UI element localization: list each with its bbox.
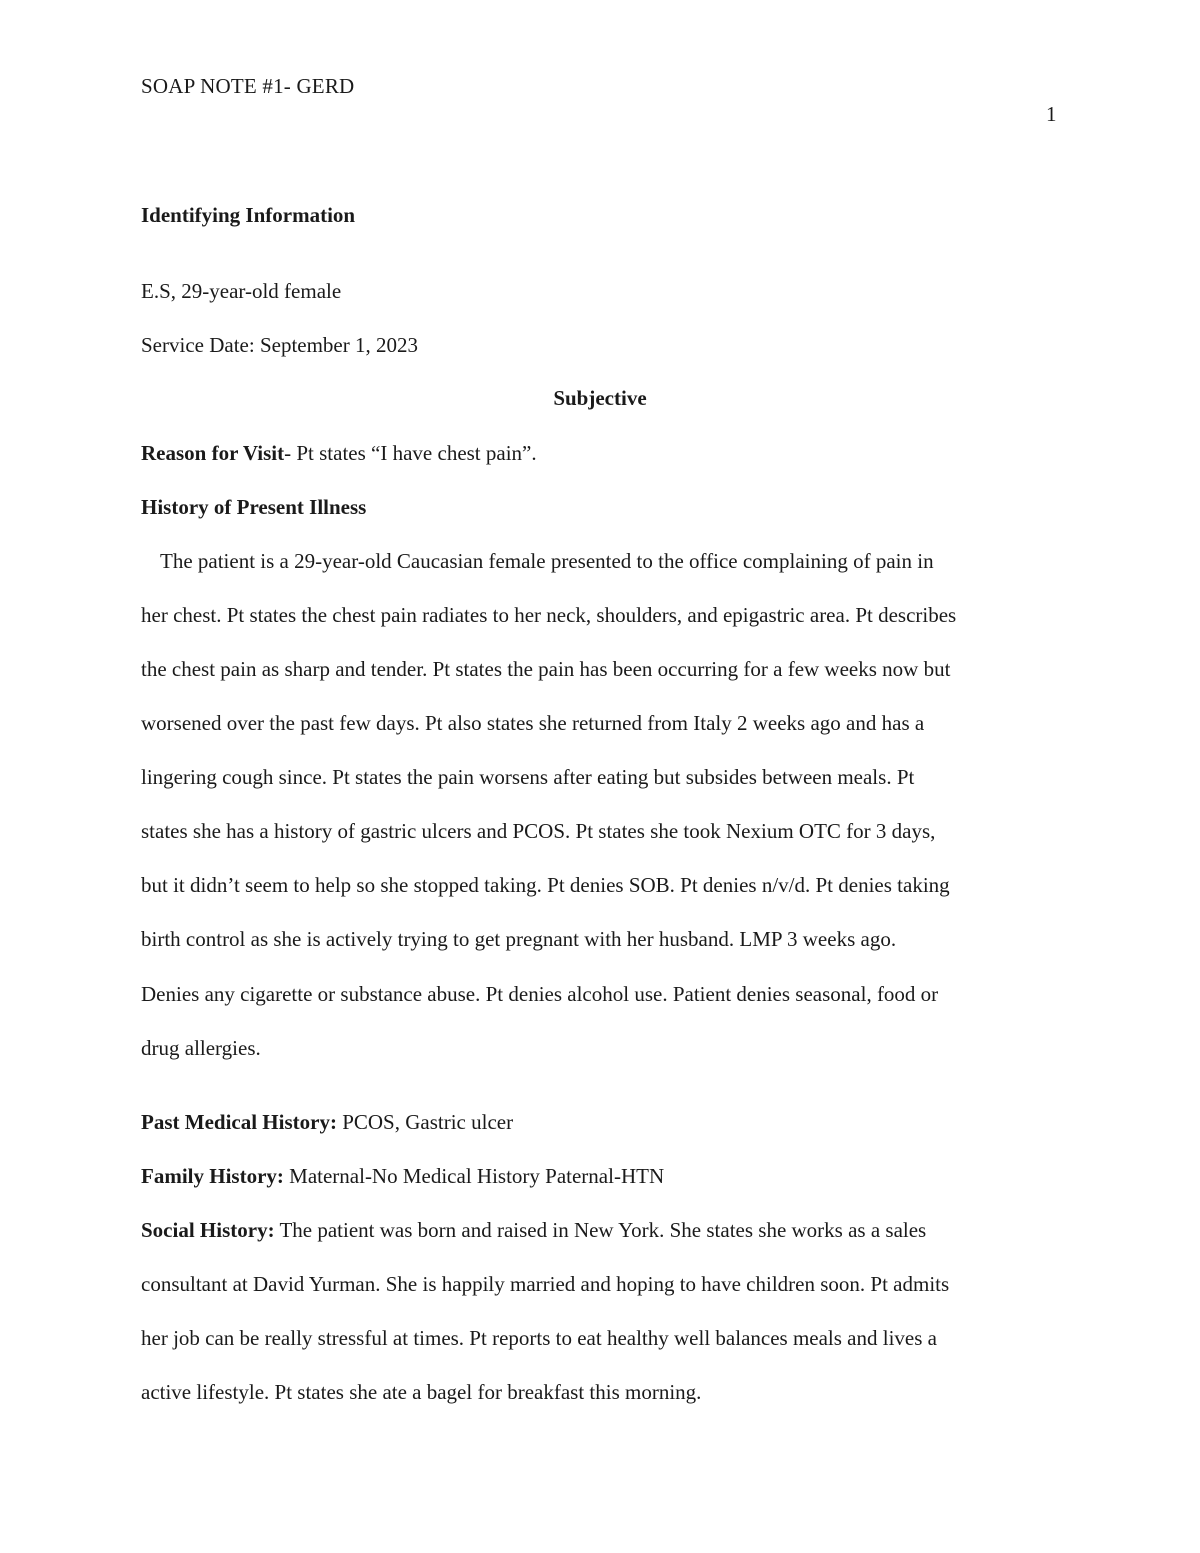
hpi-line: her chest. Pt states the chest pain radiates to her neck, shoulders, and epigastric area. Pt describes [141,603,957,627]
hpi-line: birth control as she is actively trying to get pregnant with her husband. LMP 3 weeks ago. [141,927,897,951]
social-line: consultant at David Yurman. She is happily married and hoping to have children soon. Pt admits [141,1272,950,1296]
family-label: Family History: [141,1164,284,1188]
social-line: active lifestyle. Pt states she ate a bagel for breakfast this morning. [141,1380,702,1404]
family-history [141,1162,664,1190]
hpi-line: worsened over the past few days. Pt also states she returned from Italy 2 weeks ago and has a [141,711,925,735]
running-head: SOAP NOTE #1- GERD [141,74,355,98]
social-history [141,1216,926,1244]
hpi-line: lingering cough since. Pt states the pain worsens after eating but subsides between meals. Pt [141,765,915,789]
pmh-text: PCOS, Gastric ulcer [336,1110,514,1134]
hpi-heading: History of Present Illness [141,495,367,519]
hpi-line: states she has a history of gastric ulcers and PCOS. Pt states she took Nexium OTC for 3 days, [141,819,936,843]
patient-identifier: E.S, 29-year-old female [141,279,342,303]
reason-for-visit [141,439,537,467]
social-label: Social History: [141,1218,275,1242]
reason-text: - Pt states “I have chest pain”. [284,441,537,465]
identifying-heading: Identifying Information [141,203,356,227]
past-medical-history [141,1108,513,1136]
subjective-heading: Subjective [553,386,647,410]
service-date: Service Date: September 1, 2023 [141,333,418,357]
hpi-line: the chest pain as sharp and tender. Pt states the pain has been occurring for a few weeks now but [141,657,951,681]
social-line: her job can be really stressful at times. Pt reports to eat healthy well balances meals and lives a [141,1326,937,1350]
pmh-label: Past Medical History: [141,1110,337,1134]
hpi-line: Denies any cigarette or substance abuse. Pt denies alcohol use. Patient denies seasonal, food or [141,982,939,1006]
hpi-line: but it didn’t seem to help so she stopped taking. Pt denies SOB. Pt denies n/v/d. Pt denies taking [141,873,950,897]
social-text: The patient was born and raised in New York. She states she works as a sales [274,1218,927,1242]
hpi-line: The patient is a 29-year-old Caucasian female presented to the office complaining of pain in [160,549,934,573]
reason-label: Reason for Visit [141,441,285,465]
page-number: 1 [1046,102,1057,126]
family-text: Maternal-No Medical History Paternal-HTN [283,1164,665,1188]
hpi-line: drug allergies. [141,1036,261,1060]
